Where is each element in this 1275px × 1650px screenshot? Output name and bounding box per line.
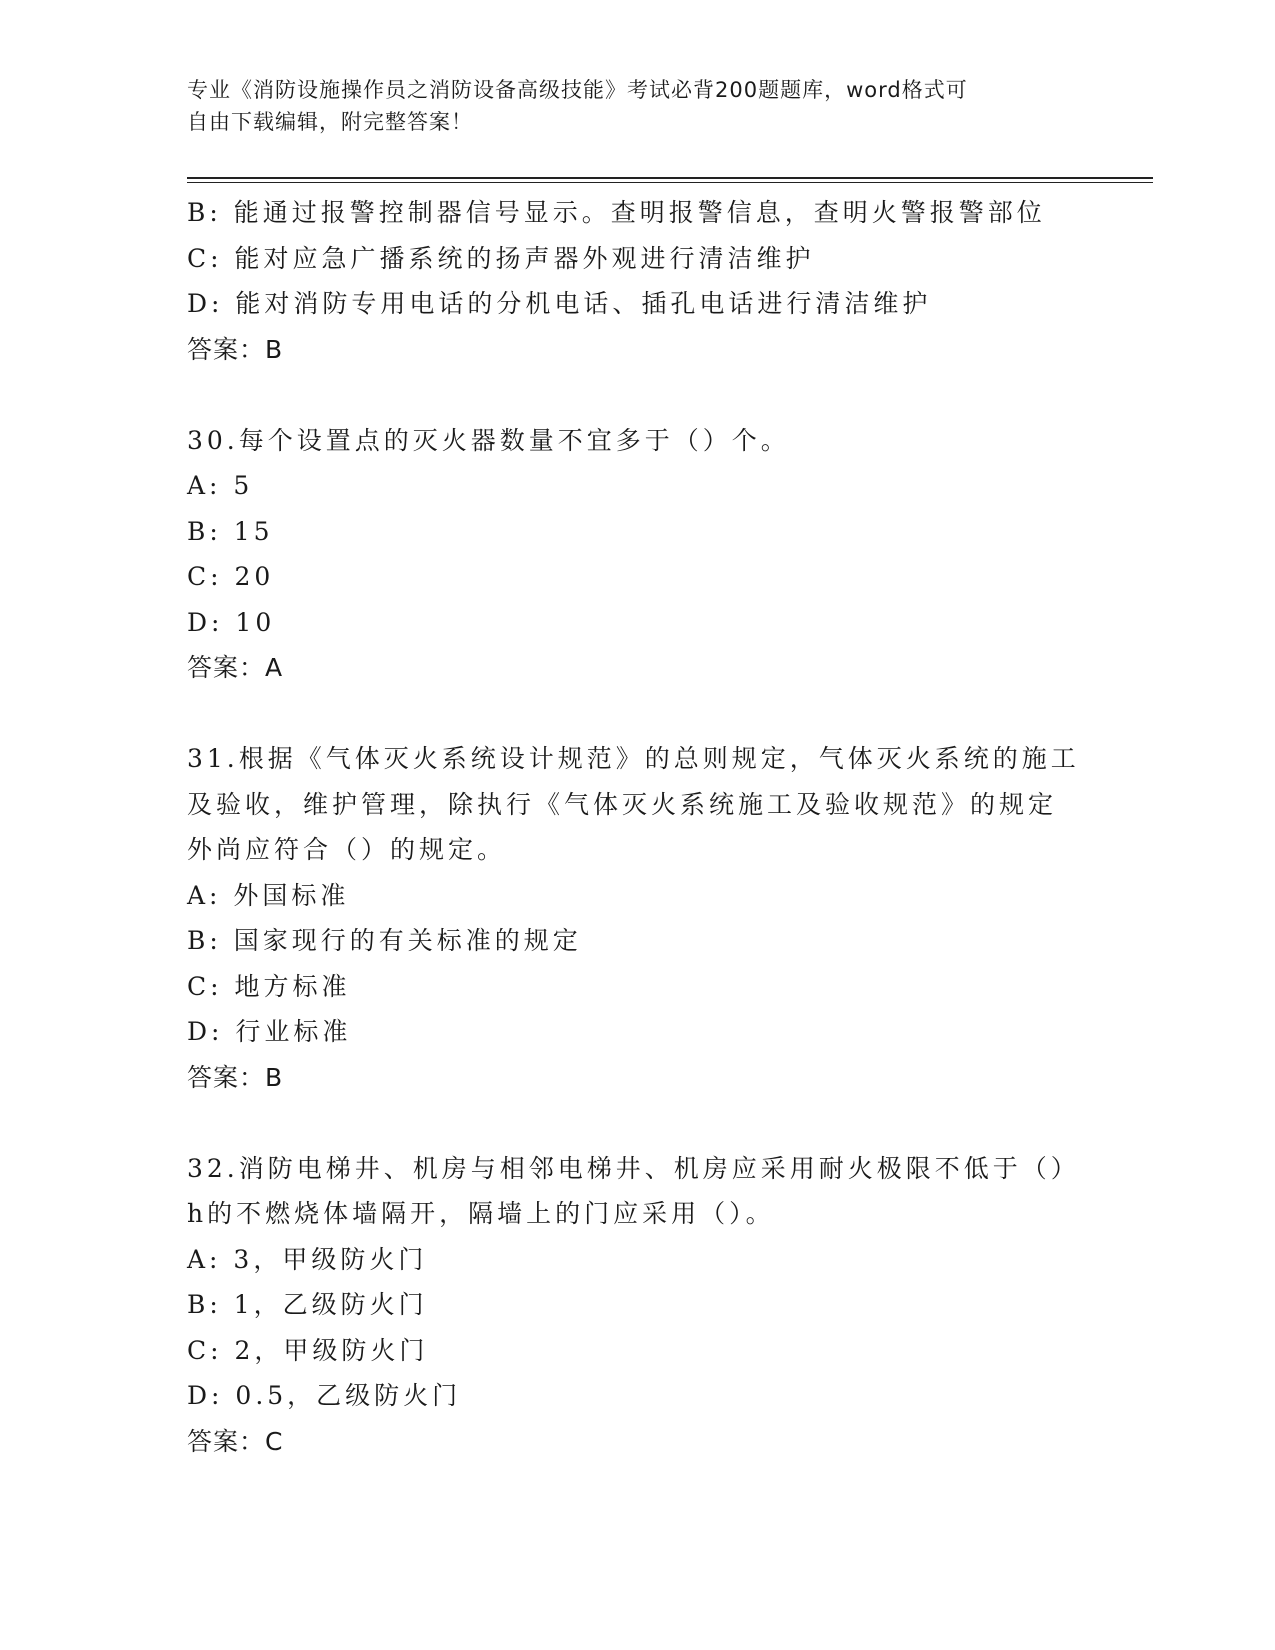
question-31 <box>187 736 1087 1100</box>
option-a: A: 外国标准 <box>187 880 350 910</box>
option-b: B: 1，乙级防火门 <box>187 1290 428 1319</box>
answer: 答案：B <box>187 1062 284 1092</box>
header-rule-thin <box>187 182 1153 183</box>
option-b: B: 15 <box>187 516 274 546</box>
option-a: A: 5 <box>187 471 254 500</box>
document-header <box>187 74 1087 138</box>
option-b: B: 能通过报警控制器信号显示。查明报警信息，查明火警报警部位 <box>187 198 1046 227</box>
header-line-1: 专业《消防设施操作员之消防设备高级技能》考试必背200题题库，word格式可 <box>187 78 968 102</box>
header-line-2: 自由下载编辑，附完整答案！ <box>187 110 473 134</box>
question-stem: 30.每个设置点的灭火器数量不宜多于（）个。 <box>187 425 790 455</box>
option-d: D: 10 <box>187 607 276 637</box>
option-c: C: 2，甲级防火门 <box>187 1335 429 1365</box>
option-c: C: 能对应急广播系统的扬声器外观进行清洁维护 <box>187 243 815 273</box>
question-30 <box>187 418 1087 691</box>
answer: 答案：B <box>187 334 284 364</box>
header-rule-thick <box>187 177 1153 179</box>
question-stem-line-2: 及验收，维护管理，除执行《气体灭火系统施工及验收规范》的规定 <box>187 789 1058 819</box>
answer: 答案：A <box>187 653 284 682</box>
question-stem-line-1: 31.根据《气体灭火系统设计规范》的总则规定，气体灭火系统的施工 <box>187 744 1080 773</box>
option-d: D: 0.5，乙级防火门 <box>187 1381 462 1410</box>
spacer <box>187 372 1087 418</box>
spacer <box>187 691 1087 737</box>
spacer <box>187 1100 1087 1146</box>
option-b: B: 国家现行的有关标准的规定 <box>187 926 582 955</box>
question-stem-line-3: 外尚应符合（）的规定。 <box>187 835 507 864</box>
option-d: D: 能对消防专用电话的分机电话、插孔电话进行清洁维护 <box>187 289 932 318</box>
question-stem-line-1: 32.消防电梯井、机房与相邻电梯井、机房应采用耐火极限不低于（） <box>187 1153 1080 1183</box>
option-d: D: 行业标准 <box>187 1017 352 1046</box>
question-32 <box>187 1146 1087 1465</box>
question-29-continued <box>187 190 1087 372</box>
option-c: C: 地方标准 <box>187 971 351 1001</box>
question-content <box>187 190 1087 1464</box>
option-c: C: 20 <box>187 562 275 591</box>
option-a: A: 3，甲级防火门 <box>187 1244 428 1274</box>
question-stem-line-2: h的不燃烧体墙隔开，隔墙上的门应采用（）。 <box>187 1199 775 1228</box>
answer: 答案：C <box>187 1426 284 1456</box>
